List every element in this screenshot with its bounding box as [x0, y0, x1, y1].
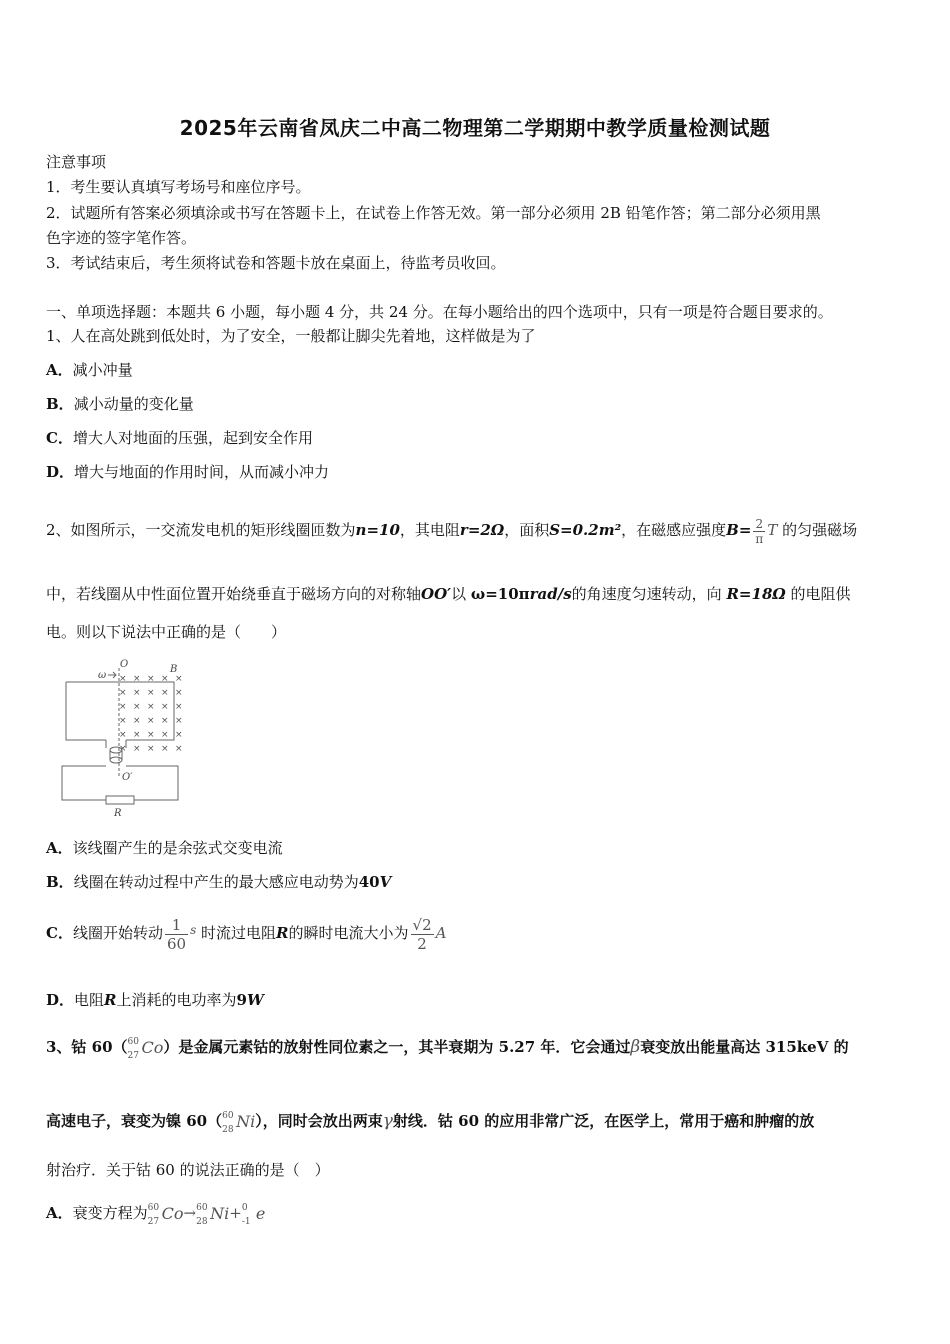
field-cross: × [175, 744, 183, 754]
axis-label-top: O [120, 659, 129, 670]
stem-text: 射线．钴 60 的应用非常广泛，在医学上，常用于癌和肿瘤的放 [392, 1112, 815, 1130]
field-cross: × [175, 716, 183, 726]
option-text: 线圈开始转动 [72, 924, 163, 942]
option-letter: A． [46, 361, 73, 379]
load-resistance: R=18Ω [726, 585, 786, 603]
atomic-number: 28 [222, 1125, 234, 1135]
field-cross: × [147, 674, 155, 684]
field-cross: × [161, 716, 169, 726]
option-text: 衰变方程为 [72, 1204, 148, 1222]
section-heading: 一、单项选择题：本题共 6 小题，每小题 4 分，共 24 分。在每小题给出的四个选项中，只有一项是符合题目要求的。 [46, 303, 833, 321]
fraction-numerator: √2 [412, 915, 432, 934]
stem-text: 的角速度匀速转动，向 [571, 585, 722, 603]
beta-symbol: β [630, 1037, 641, 1057]
field-cross: × [119, 674, 127, 684]
option-text: 增大与地面的作用时间，从而减小冲力 [74, 463, 330, 481]
fraction-denominator: 2 [411, 934, 434, 953]
current-unit: A [435, 924, 447, 942]
field-label: B= [726, 521, 752, 539]
field-cross: × [161, 688, 169, 698]
emf-value: 40 [358, 873, 380, 891]
field-cross: × [161, 744, 169, 754]
atomic-number: 27 [127, 1051, 139, 1061]
question-1-stem: 1、人在高处跳到低处时，为了安全，一般都让脚尖先着地，这样做是为了 [46, 327, 536, 345]
field-cross: × [133, 730, 141, 740]
omega-value: ω=10π [470, 585, 530, 603]
reaction-arrow: → [183, 1204, 197, 1222]
field-cross: × [119, 688, 127, 698]
field-cross: × [161, 702, 169, 712]
q1-option-d [46, 462, 329, 482]
magnetic-field-crosses [119, 674, 183, 754]
field-cross: × [147, 716, 155, 726]
turns-value: n=10 [355, 521, 400, 539]
resistor-symbol: R [104, 991, 117, 1009]
stem-text: 的电阻供 [790, 585, 851, 603]
field-cross: × [119, 744, 127, 754]
option-text: 线圈在转动过程中产生的最大感应电动势为 [73, 873, 359, 891]
field-fraction [753, 517, 765, 546]
option-letter: D． [46, 991, 75, 1009]
fraction-denominator: π [755, 531, 764, 546]
atomic-number: 27 [147, 1217, 160, 1227]
field-cross: × [133, 702, 141, 712]
field-cross: × [161, 730, 169, 740]
page-title: 2025年云南省凤庆二中高二物理第二学期期中教学质量检测试题 [179, 116, 771, 140]
field-cross: × [119, 702, 127, 712]
option-letter: A． [46, 1204, 73, 1222]
field-unit: T [767, 521, 778, 539]
resistor-label: R [114, 808, 122, 818]
electron-particle [242, 1197, 265, 1231]
axis-label-bottom: O′ [122, 772, 133, 783]
stem-text: 的匀强磁场 [782, 521, 858, 539]
q1-option-b [46, 394, 194, 414]
field-cross: × [133, 716, 141, 726]
option-text: 减小冲量 [72, 361, 133, 379]
power-value: 9 [236, 991, 247, 1009]
stem-text: 衰变放出能量高达 315keV 的 [640, 1038, 849, 1056]
option-text: 增大人对地面的压强，起到安全作用 [72, 429, 313, 447]
omega-unit: rad/s [529, 585, 572, 603]
option-letter: B． [46, 395, 74, 413]
mass-number: 0 [241, 1203, 248, 1213]
slip-ring [110, 757, 122, 763]
option-text: 上消耗的电功率为 [116, 991, 237, 1009]
gamma-symbol: γ [382, 1111, 393, 1131]
resistor-symbol: R [276, 924, 289, 942]
fraction-numerator: 2 [755, 516, 764, 531]
external-wire [62, 766, 106, 800]
q1-option-a [46, 360, 133, 380]
stem-text: ）是金属元素钴的放射性同位素之一，其半衰期为 5.27 年．它会通过 [163, 1038, 631, 1056]
q2-option-c [46, 908, 446, 955]
notice-item: 色字迹的签字笔作答。 [46, 229, 197, 247]
element-symbol: Ni [236, 1112, 256, 1131]
field-cross: × [119, 730, 127, 740]
notice-item: 3．考试结束后，考生须将试卷和答题卡放在桌面上，待监考员收回。 [46, 254, 506, 272]
stem-text: 中，若线圈从中性面位置开始绕垂直于磁场方向的对称轴 [46, 585, 422, 603]
emf-unit: V [379, 873, 392, 891]
q2-option-d [46, 990, 264, 1010]
field-cross: × [161, 674, 169, 684]
q1-option-c [46, 428, 313, 448]
nickel-nuclide [196, 1197, 229, 1231]
field-cross: × [175, 674, 183, 684]
element-symbol: Ni [210, 1204, 230, 1223]
mass-number: 60 [222, 1111, 234, 1121]
q2-option-b [46, 872, 391, 892]
option-letter: D． [46, 463, 75, 481]
question-3-stem-line2 [46, 1104, 814, 1139]
stem-text: ），同时会放出两束 [255, 1112, 383, 1130]
question-2-stem-line3: 电。则以下说法中正确的是（ ） [46, 623, 287, 641]
field-cross: × [133, 674, 141, 684]
fraction-numerator: 1 [171, 915, 182, 934]
element-symbol: Co [141, 1038, 164, 1057]
atomic-number: 28 [196, 1217, 208, 1227]
stem-text: 高速电子，衰变为镍 60（ [46, 1112, 223, 1130]
external-wire [126, 766, 178, 800]
stem-text: 2、如图所示，一交流发电机的矩形线圈匝数为 [46, 521, 356, 539]
atomic-number: -1 [241, 1217, 251, 1227]
option-text: 时流过电阻 [201, 924, 277, 942]
option-text: 的瞬时电流大小为 [288, 924, 409, 942]
time-fraction [165, 916, 188, 953]
cobalt-nuclide [148, 1197, 184, 1231]
q3-option-a [46, 1196, 265, 1231]
stem-text: 3、钴 60（ [46, 1038, 128, 1056]
mass-number: 60 [196, 1203, 208, 1213]
area-value: S=0.2m² [549, 521, 622, 539]
option-text: 减小动量的变化量 [73, 395, 194, 413]
option-letter: C． [46, 429, 73, 447]
resistor [106, 796, 134, 804]
notice-item: 2．试题所有答案必须填涂或书写在答题卡上，在试卷上作答无效。第一部分必须用 2B 铅笔作答；第二部分必须用黑 [46, 204, 821, 222]
time-unit: s [190, 923, 197, 937]
question-3-stem-line3: 射治疗．关于钴 60 的说法正确的是（ ） [46, 1161, 330, 1179]
field-cross: × [175, 702, 183, 712]
field-cross: × [147, 730, 155, 740]
generator-circuit-figure [56, 656, 196, 818]
power-unit: W [246, 991, 264, 1009]
plus-sign: + [229, 1204, 242, 1222]
element-symbol: e [255, 1204, 266, 1223]
cobalt-nuclide [128, 1031, 164, 1065]
option-letter: A． [46, 839, 73, 857]
question-2-stem-line1 [46, 512, 857, 548]
axis-label: OO′ [421, 585, 452, 603]
resistance-value: r=2Ω [459, 521, 505, 539]
field-cross: × [175, 730, 183, 740]
omega-symbol: ω [98, 670, 107, 681]
fraction-denominator: 60 [166, 934, 187, 953]
field-cross: × [147, 688, 155, 698]
stem-text: ，其电阻 [399, 521, 460, 539]
question-3-stem-line1 [46, 1030, 849, 1065]
field-cross: × [133, 744, 141, 754]
coil-wire [66, 682, 106, 740]
mass-number: 60 [127, 1037, 139, 1047]
stem-text: 以 [451, 585, 467, 603]
field-symbol: B [170, 664, 178, 675]
option-letter: B． [46, 873, 74, 891]
option-text: 电阻 [74, 991, 105, 1009]
notice-item: 1．考生要认真填写考场号和座位序号。 [46, 178, 311, 196]
stem-text: ，在磁感应强度 [621, 521, 727, 539]
field-cross: × [133, 688, 141, 698]
field-cross: × [147, 702, 155, 712]
current-fraction [411, 916, 434, 953]
field-cross: × [147, 744, 155, 754]
question-2-stem-line2 [46, 584, 851, 604]
element-symbol: Co [161, 1204, 184, 1223]
option-letter: C． [46, 924, 73, 942]
stem-text: ，面积 [504, 521, 550, 539]
q2-option-a [46, 838, 283, 858]
option-text: 该线圈产生的是余弦式交变电流 [72, 839, 283, 857]
field-cross: × [175, 688, 183, 698]
nickel-nuclide [222, 1105, 255, 1139]
notice-heading: 注意事项 [46, 153, 107, 171]
field-cross: × [119, 716, 127, 726]
mass-number: 60 [147, 1203, 160, 1213]
